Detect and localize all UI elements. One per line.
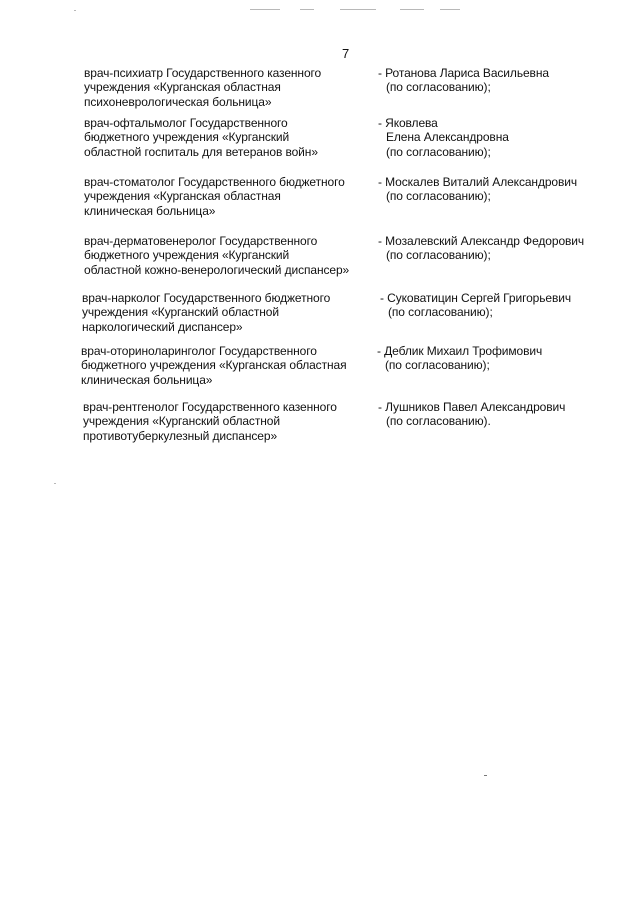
role-line: бюджетного учреждения «Курганская областная bbox=[81, 358, 347, 373]
role-line: учреждения «Курганская областная bbox=[84, 80, 281, 95]
member-role bbox=[84, 175, 384, 218]
role-line: врач-рентгенолог Государственного казенного bbox=[83, 400, 337, 414]
person-line: (по согласованию); bbox=[386, 80, 491, 95]
scan-artifact bbox=[250, 9, 280, 10]
member-name bbox=[378, 175, 618, 204]
scan-artifact bbox=[440, 9, 460, 10]
member-name bbox=[378, 400, 618, 429]
member-role bbox=[83, 400, 383, 443]
person-line: Елена Александровна bbox=[386, 130, 509, 145]
role-line: учреждения «Курганский областной bbox=[82, 305, 279, 320]
page-number: 7 bbox=[342, 46, 350, 61]
role-line: врач-психиатр Государственного казенного bbox=[84, 66, 322, 80]
person-line: - Суковатицин Сергей Григорьевич bbox=[380, 291, 571, 305]
person-line: (по согласованию); bbox=[386, 248, 491, 263]
member-role bbox=[84, 66, 384, 109]
member-name bbox=[380, 291, 620, 320]
role-line: врач-офтальмолог Государственного bbox=[84, 116, 288, 130]
role-line: психоневрологическая больница» bbox=[84, 94, 272, 109]
role-line: врач-стоматолог Государственного бюджетного bbox=[84, 175, 345, 189]
member-name bbox=[377, 344, 617, 373]
member-role bbox=[82, 291, 382, 334]
role-line: учреждения «Курганский областной bbox=[83, 414, 280, 429]
person-line: - Москалев Виталий Александрович bbox=[378, 175, 578, 189]
person-line: - Лушников Павел Александрович bbox=[378, 400, 566, 414]
member-name bbox=[378, 116, 618, 159]
scan-artifact bbox=[54, 483, 56, 484]
scan-artifact bbox=[74, 10, 76, 11]
role-line: врач-нарколог Государственного бюджетного bbox=[82, 291, 331, 305]
member-name bbox=[378, 66, 618, 95]
person-line: (по согласованию); bbox=[388, 305, 493, 320]
member-role bbox=[84, 234, 384, 277]
role-line: врач-дерматовенеролог Государственного bbox=[84, 234, 318, 248]
role-line: клиническая больница» bbox=[84, 203, 216, 218]
role-line: противотуберкулезный диспансер» bbox=[83, 428, 278, 443]
role-line: бюджетного учреждения «Курганский bbox=[84, 248, 290, 263]
person-line: - Ротанова Лариса Васильевна bbox=[378, 66, 549, 80]
role-line: областной кожно-венерологический диспансер» bbox=[84, 262, 350, 277]
person-line: - Деблик Михаил Трофимович bbox=[377, 344, 543, 358]
person-line: (по согласованию); bbox=[386, 144, 491, 159]
member-role bbox=[81, 344, 381, 387]
role-line: клиническая больница» bbox=[81, 372, 213, 387]
member-name bbox=[378, 234, 618, 263]
person-line: - Мозалевский Александр Федорович bbox=[378, 234, 585, 248]
scan-artifact bbox=[484, 775, 487, 776]
role-line: учреждения «Курганская областная bbox=[84, 189, 281, 204]
person-line: - Яковлева bbox=[378, 116, 438, 130]
role-line: бюджетного учреждения «Курганский bbox=[84, 130, 290, 145]
scan-artifact bbox=[300, 9, 314, 10]
role-line: врач-оториноларинголог Государственного bbox=[81, 344, 317, 358]
person-line: (по согласованию); bbox=[386, 189, 491, 204]
person-line: (по согласованию); bbox=[385, 358, 490, 373]
person-line: (по согласованию). bbox=[386, 414, 491, 429]
scan-artifact bbox=[400, 9, 424, 10]
role-line: наркологический диспансер» bbox=[82, 319, 243, 334]
member-role bbox=[84, 116, 384, 159]
scan-artifact bbox=[340, 9, 376, 10]
role-line: областной госпиталь для ветеранов войн» bbox=[84, 144, 318, 159]
